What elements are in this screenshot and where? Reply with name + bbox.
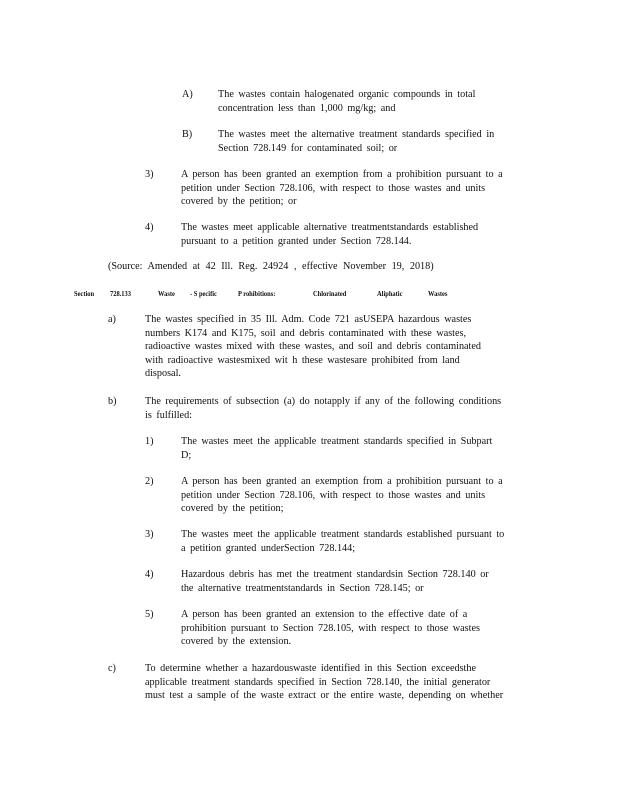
item-text-4: The wastes meet applicable alternative treatmentstandards established pursuant to a petition granted under Section 728.144. [181, 222, 479, 247]
condition-text-5: A person has been granted an extension to the effective date of a prohibition pursuant to Section 728.105, with respect to those wastes covered by the extension. [181, 609, 480, 647]
condition-text-4: Hazardous debris has met the treatment standardsin Section 728.140 or the alternative treatmentstandards in Section 728.145; or [181, 569, 489, 594]
condition-label-4: 4) [145, 569, 154, 580]
item-label-B: B) [182, 129, 193, 140]
item-label-4: 4) [145, 222, 154, 233]
item-label-3: 3) [145, 169, 154, 180]
condition-label-5: 5) [145, 609, 154, 620]
condition-text-1: The wastes meet the applicable treatment standards specified in Subpart D; [181, 436, 493, 461]
section-label: Section [74, 289, 95, 298]
condition-label-3: 3) [145, 529, 154, 540]
section-title-word-1: Waste [158, 289, 175, 298]
condition-text-2: A person has been granted an exemption from a prohibition pursuant to a petition under Section 728.106, with respect to those wastes and units covered by the petition; [181, 476, 503, 514]
condition-label-1: 1) [145, 436, 154, 447]
item-text-B: The wastes meet the alternative treatment standards specified in Section 728.149 for contaminated soil; or [218, 129, 495, 154]
item-label-A: A) [182, 89, 193, 100]
item-text-3: A person has been granted an exemption from a prohibition pursuant to a petition under Section 728.106, with respect to those wastes and units covered by the petition; or [181, 169, 503, 207]
condition-label-2: 2) [145, 476, 154, 487]
subsection-label-c: c) [108, 663, 116, 674]
subsection-label-b: b) [108, 396, 117, 407]
condition-text-3: The wastes meet the applicable treatment standards established pursuant to a petition granted underSection 728.144; [181, 529, 505, 554]
section-title-word-3: P rohibitions: [238, 289, 276, 298]
section-title-word-4: Chlorinated [313, 289, 347, 298]
subsection-text-c: To determine whether a hazardouswaste identified in this Section exceedsthe applicable treatment standards specified in Section 728.140, the initial generator must test a sample of the waste extract or the entire waste, depending on whether [145, 663, 504, 701]
subsection-label-a: a) [108, 314, 116, 325]
item-text-A: The wastes contain halogenated organic compounds in total concentration less than 1,000 mg/kg; and [218, 89, 476, 114]
section-title-word-6: Wastes [428, 289, 448, 298]
subsection-text-b: The requirements of subsection (a) do notapply if any of the following conditions is fulfilled: [145, 396, 502, 421]
section-title-word-5: Aliphatic [377, 289, 403, 298]
section-title-word-2: - S pecific [190, 289, 217, 298]
subsection-text-a: The wastes specified in 35 Ill. Adm. Code 721 asUSEPA hazardous wastes numbers K174 and K175, soil and debris contaminated with these wastes, radioactive wastes mixed with these wastes, and soil and debris contaminated with radioactive wastesmixed wit h these wastesare prohibited from land disposal. [145, 314, 482, 379]
section-number: 728.133 [110, 289, 131, 298]
source-note: (Source: Amended at 42 Ill. Reg. 24924 , effective November 19, 2018) [108, 261, 434, 272]
